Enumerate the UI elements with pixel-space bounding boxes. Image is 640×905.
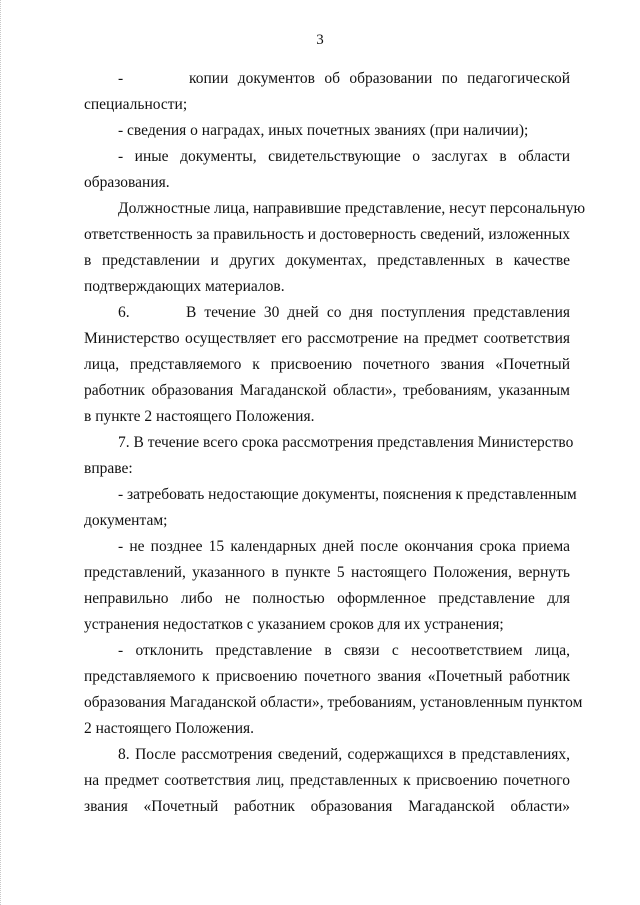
text-line: 2 настоящего Положения. xyxy=(84,720,255,737)
text-line: образования Магаданской области», требованиям, установленным пунктом xyxy=(84,694,583,711)
text-line: 8. После рассмотрения сведений, содержащихся в представлениях, xyxy=(118,746,570,763)
text-line: представлений, указанного в пункте 5 настоящего Положения, вернуть xyxy=(84,564,570,581)
text-line: - сведения о наградах, иных почетных званиях (при наличии); xyxy=(118,122,529,139)
page-number: 3 xyxy=(316,32,324,48)
text-line: неправильно либо не полностью оформленное представление для xyxy=(84,590,570,607)
text-line: Министерство осуществляет его рассмотрение на предмет соответствия xyxy=(84,330,570,347)
text-line: работник образования Магаданской области», требованиям, указанным xyxy=(84,382,570,399)
text-line: представляемого к присвоению почетного звания «Почетный работник xyxy=(84,668,570,685)
scan-edge-artifact xyxy=(0,0,4,905)
text-line: образования. xyxy=(84,174,170,191)
text-line: 7. В течение всего срока рассмотрения представления Министерство xyxy=(118,434,574,451)
text-line: в пункте 2 настоящего Положения. xyxy=(84,408,315,425)
text-line: - иные документы, свидетельствующие о заслугах в области xyxy=(118,148,570,165)
text-line: лица, представляемого к присвоению почетного звания «Почетный xyxy=(84,356,570,373)
text-line: документам; xyxy=(84,512,168,529)
text-line: звания «Почетный работник образования Магаданской области» xyxy=(84,798,570,815)
text-line: подтверждающих материалов. xyxy=(84,278,285,295)
text-line: специальности; xyxy=(84,96,188,113)
text-line: Должностные лица, направившие представление, несут персональную xyxy=(118,200,586,217)
text-line: 6. В течение 30 дней со дня поступления представления xyxy=(118,304,570,321)
text-line: вправе: xyxy=(84,460,133,477)
text-line: ответственность за правильность и достоверность сведений, изложенных xyxy=(84,226,570,243)
text-line: - отклонить представление в связи с несоответствием лица, xyxy=(118,642,570,659)
text-line: в представлении и других документах, представленных в качестве xyxy=(84,252,570,269)
text-line: на предмет соответствия лиц, представленных к присвоению почетного xyxy=(84,772,570,789)
text-line: - не позднее 15 календарных дней после окончания срока приема xyxy=(118,538,570,555)
text-line: - копии документов об образовании по педагогической xyxy=(118,70,570,87)
text-line: устранения недостатков с указанием сроков для их устранения; xyxy=(84,616,504,633)
text-line: - затребовать недостающие документы, пояснения к представленным xyxy=(118,486,577,503)
